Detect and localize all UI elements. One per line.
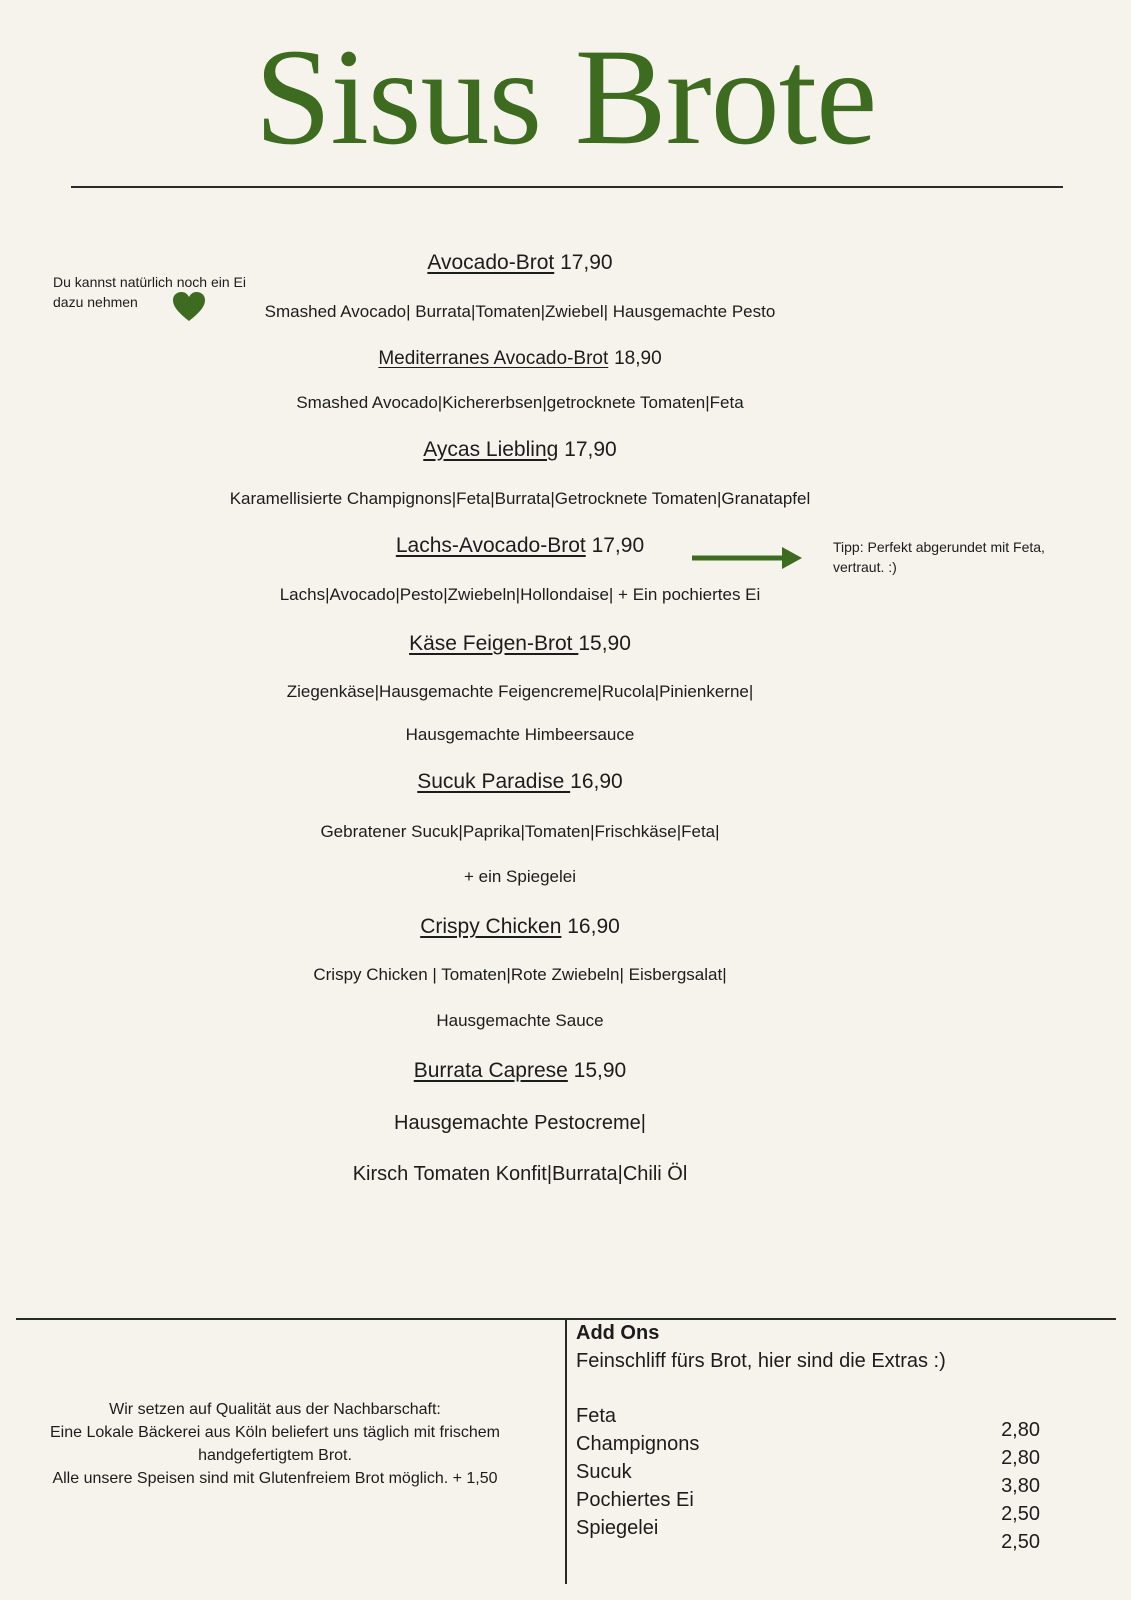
menu-item-name: Burrata Caprese (413, 1059, 568, 1082)
menu-item-price: 15,90 (573, 1059, 627, 1082)
menu-item-description: Smashed Avocado|Kichererbsen|getrocknete Tomaten|Feta (296, 393, 744, 412)
menu-item-title (160, 914, 880, 940)
menu-item-price: 15,90 (578, 632, 631, 655)
menu-item-price: 18,90 (614, 348, 662, 369)
tip-note: Tipp: Perfekt abgerundet mit Feta, vertraut. :) (833, 539, 1045, 575)
menu-item-name: Lachs-Avocado-Brot (395, 534, 586, 557)
menu-item-price: 17,90 (591, 534, 645, 557)
menu-item-description: Crispy Chicken | Tomaten|Rote Zwiebeln| Eisbergsalat| (313, 965, 727, 984)
menu-item-title (160, 345, 880, 372)
menu-item-price: 16,90 (570, 770, 623, 793)
addon-name: Champignons (576, 1433, 700, 1455)
addon-price: 2,50 (1001, 1503, 1040, 1525)
menu-item-description: Lachs|Avocado|Pesto|Zwiebeln|Hollondaise| + Ein pochiertes Ei (279, 585, 761, 604)
menu-item-name: Avocado-Brot (427, 251, 555, 274)
menu-item-description: Hausgemachte Sauce (436, 1011, 604, 1030)
quality-note (20, 1398, 530, 1490)
menu-item-title (160, 533, 880, 559)
menu-item-description: Kirsch Tomaten Konfit|Burrata|Chili Öl (352, 1163, 688, 1185)
addon-price: 3,80 (1001, 1475, 1040, 1497)
footer-column-divider (565, 1319, 567, 1584)
addon-name: Feta (576, 1405, 617, 1427)
menu-item-name: Mediterranes Avocado-Brot (378, 348, 609, 369)
menu-item-title (160, 769, 880, 795)
menu-item-description: Hausgemachte Himbeersauce (405, 725, 635, 744)
addons-subtitle: Feinschliff fürs Brot, hier sind die Extras :) (576, 1350, 946, 1372)
title-divider (71, 186, 1063, 188)
menu-item-title (160, 1058, 880, 1084)
addon-price: 2,80 (1001, 1419, 1040, 1441)
page-title: Sisus Brote (254, 20, 877, 173)
menu-item-title (160, 250, 880, 276)
addon-name: Pochiertes Ei (576, 1489, 694, 1511)
menu-item-description: Hausgemachte Pestocreme| (394, 1112, 646, 1134)
menu-item-description: Karamellisierte Champignons|Feta|Burrata|Getrocknete Tomaten|Granatapfel (229, 489, 811, 508)
addon-name: Sucuk (576, 1461, 632, 1483)
menu-item-name: Crispy Chicken (420, 915, 562, 938)
quality-note-line: Wir setzen auf Qualität aus der Nachbarschaft: (109, 1401, 441, 1418)
menu-item-description: Ziegenkäse|Hausgemachte Feigencreme|Rucola|Pinienkerne| (286, 682, 754, 701)
menu-item-price: 17,90 (564, 438, 617, 461)
quality-note-line: Alle unsere Speisen sind mit Glutenfreiem Brot möglich. + 1,50 (52, 1470, 498, 1487)
menu-item-description: Gebratener Sucuk|Paprika|Tomaten|Frischkäse|Feta| (320, 822, 720, 841)
addon-price: 2,50 (1001, 1531, 1040, 1553)
egg-note: Du kannst natürlich noch ein Ei dazu nehmen (53, 274, 246, 310)
menu-item-name: Aycas Liebling (423, 438, 559, 461)
menu-item-description: + ein Spiegelei (463, 867, 576, 886)
addons-title: Add Ons (576, 1322, 660, 1344)
quality-note-line: handgefertigtem Brot. (198, 1447, 352, 1464)
menu-item-price: 17,90 (560, 251, 613, 274)
quality-note-line: Eine Lokale Bäckerei aus Köln beliefert uns täglich mit frischem (50, 1424, 500, 1441)
menu-item-name: Sucuk Paradise (417, 770, 571, 793)
menu-item-price: 16,90 (567, 915, 620, 938)
addon-price: 2,80 (1001, 1447, 1040, 1469)
menu-item-title (160, 437, 880, 463)
menu-item-title (160, 631, 880, 657)
menu-item-description: Smashed Avocado| Burrata|Tomaten|Zwiebel| Hausgemachte Pesto (264, 302, 776, 321)
addon-name: Spiegelei (576, 1517, 659, 1539)
menu-item-name: Käse Feigen-Brot (409, 632, 579, 655)
